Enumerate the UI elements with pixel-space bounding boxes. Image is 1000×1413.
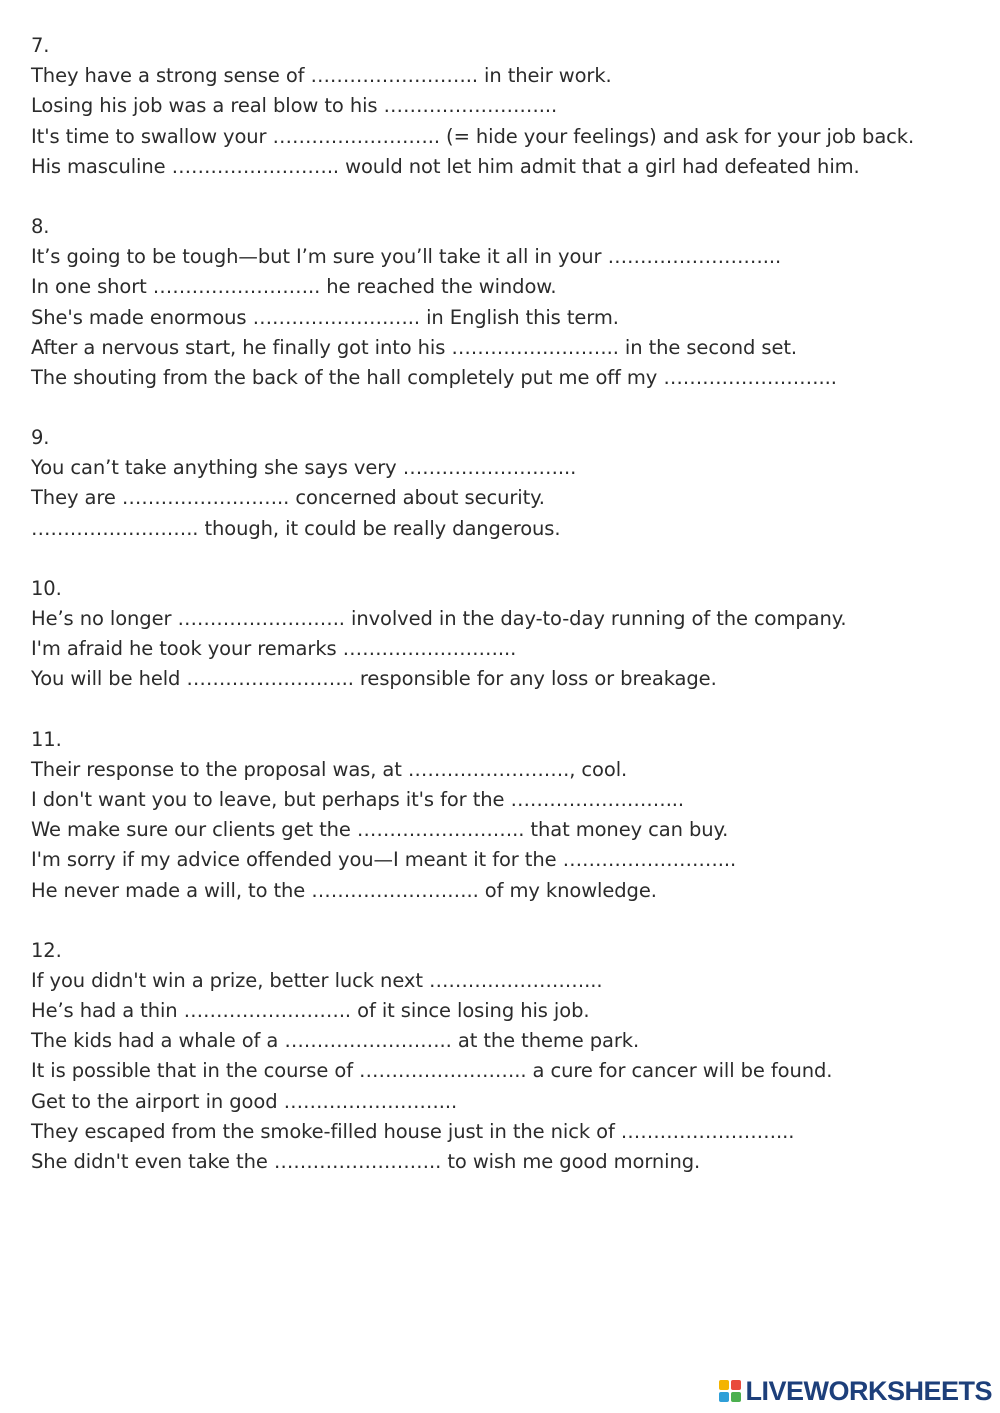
- sentence-line: I don't want you to leave, but perhaps it's for the ……………………...: [31, 787, 684, 811]
- sentence-line: The shouting from the back of the hall completely put me off my ……………………...: [31, 365, 837, 389]
- sentence-line: He never made a will, to the …………………….. of my knowledge.: [31, 878, 657, 902]
- logo-square: [731, 1392, 741, 1402]
- sentence-line: They have a strong sense of …………………….. in their work.: [31, 64, 612, 88]
- exercise-number: 8.: [31, 214, 50, 238]
- sentence-line: I'm afraid he took your remarks ……………………...: [31, 637, 517, 661]
- sentence-line: If you didn't win a prize, better luck next ……………………...: [31, 968, 603, 992]
- sentence-line: …………………….. though, it could be really dangerous.: [31, 516, 561, 540]
- exercise-group-12: [31, 936, 981, 1178]
- liveworksheets-logo-icon: [719, 1380, 741, 1402]
- exercise-number: 9.: [31, 426, 50, 450]
- liveworksheets-logo: [719, 1375, 992, 1407]
- exercise-number: 10.: [31, 576, 62, 600]
- sentence-line: They escaped from the smoke-filled house just in the nick of ……………………...: [31, 1119, 795, 1143]
- sentence-line: They are …………………….. concerned about security.: [31, 486, 545, 510]
- sentence-line: I'm sorry if my advice offended you—I meant it for the ……………………...: [31, 848, 737, 872]
- logo-square: [719, 1380, 729, 1390]
- exercise-number: 11.: [31, 727, 62, 751]
- brand-name: LIVEWORKSHEETS: [745, 1375, 992, 1406]
- sentence-line: In one short …………………….. he reached the window.: [31, 275, 557, 299]
- sentence-line: You can’t take anything she says very ……………………...: [31, 456, 577, 480]
- logo-square: [719, 1392, 729, 1402]
- sentence-line: You will be held …………………….. responsible for any loss or breakage.: [31, 667, 717, 691]
- sentence-line: His masculine …………………….. would not let him admit that a girl had defeated him.: [31, 154, 860, 178]
- exercise-group-11: [31, 725, 981, 906]
- sentence-line: She didn't even take the …………………….. to wish me good morning.: [31, 1150, 701, 1173]
- logo-square: [731, 1380, 741, 1390]
- sentence-line: He’s no longer …………………….. involved in the day-to-day running of the company.: [31, 607, 847, 630]
- sentence-line: The kids had a whale of a …………………….. at the theme park.: [31, 1029, 640, 1053]
- sentence-line: Their response to the proposal was, at ……………………., cool.: [31, 757, 628, 781]
- sentence-line: It is possible that in the course of …………………….. a cure for cancer will be found.: [31, 1059, 833, 1083]
- sentence-line: She's made enormous …………………….. in English this term.: [31, 305, 619, 329]
- exercise-group-8: [31, 212, 981, 393]
- sentence-line: Get to the airport in good ……………………...: [31, 1089, 458, 1113]
- exercise-number: 12.: [31, 938, 62, 962]
- sentence-line: We make sure our clients get the …………………….. that money can buy.: [31, 818, 729, 842]
- sentence-line: It's time to swallow your …………………….. (= hide your feelings) and ask for your job back.: [31, 124, 915, 148]
- sentence-line: It’s going to be tough—but I’m sure you’ll take it all in your ……………………...: [31, 245, 782, 269]
- exercise-number: 7.: [31, 34, 50, 57]
- exercise-group-10: [31, 574, 981, 695]
- sentence-line: Losing his job was a real blow to his ……………………...: [31, 94, 558, 118]
- exercise-group-7: [31, 31, 981, 182]
- sentence-line: After a nervous start, he finally got into his …………………….. in the second set.: [31, 335, 798, 359]
- worksheet: [31, 31, 981, 1207]
- exercise-group-9: [31, 423, 981, 544]
- sentence-line: He’s had a thin …………………….. of it since losing his job.: [31, 999, 590, 1023]
